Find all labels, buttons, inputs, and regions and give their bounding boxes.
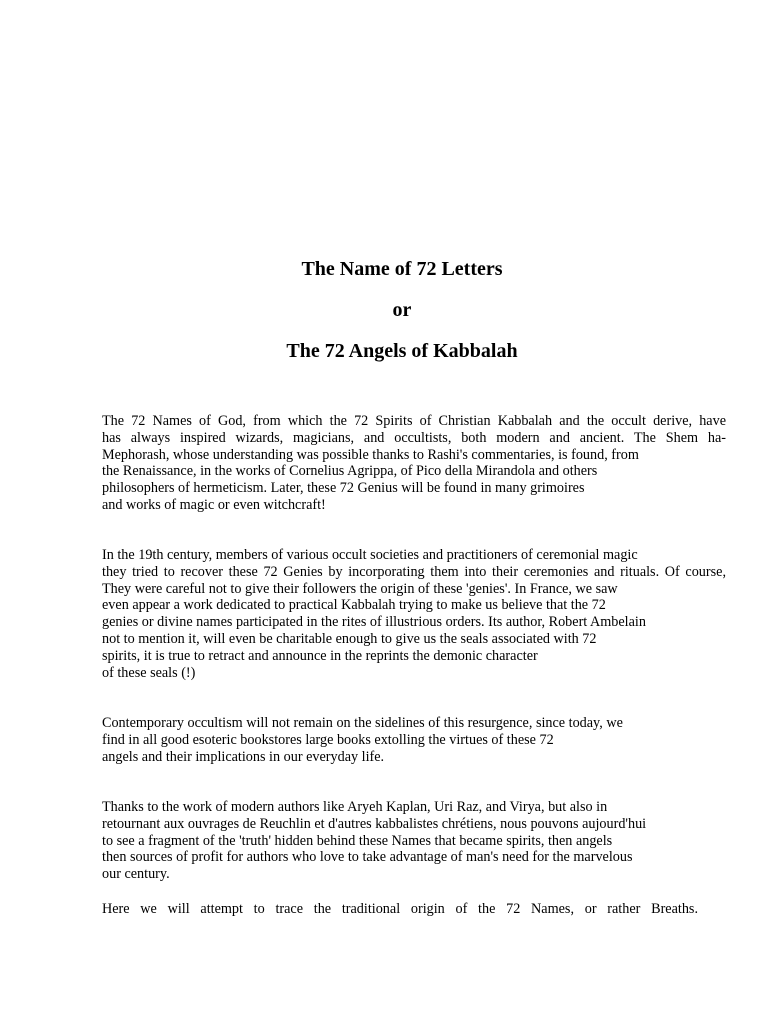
text-line: has always inspired wizards, magicians, and occultists, both modern and ancient. The Shem ha- [102, 429, 726, 446]
text-line: retournant aux ouvrages de Reuchlin et d'autres kabbalistes chrétiens, nous pouvons aujourd'hui [102, 815, 647, 832]
text-line: the Renaissance, in the works of Cornelius Agrippa, of Pico della Mirandola and others [102, 463, 598, 480]
paragraph-5 [102, 901, 698, 918]
text-line: genies or divine names participated in the rites of illustrious orders. Its author, Robert Ambelain [102, 614, 646, 631]
paragraph-4 [102, 799, 726, 883]
text-line: even appear a work dedicated to practical Kabbalah trying to make us believe that the 72 [102, 597, 606, 614]
paragraph-2 [102, 547, 726, 681]
text-line: The 72 Names of God, from which the 72 Spirits of Christian Kabbalah and the occult derive, have [102, 413, 726, 429]
text-line: angels and their implications in our everyday life. [102, 748, 385, 765]
title-line-1: The Name of 72 Letters [301, 258, 503, 280]
text-line: Here we will attempt to trace the traditional origin of the 72 Names, or rather Breaths. [102, 901, 698, 917]
text-line: find in all good esoteric bookstores large books extolling the virtues of these 72 [102, 731, 554, 748]
title-line-2: or [392, 299, 412, 321]
paragraph-3 [102, 715, 726, 765]
text-line: of these seals (!) [102, 664, 196, 681]
text-line: They were careful not to give their followers the origin of these 'genies'. In France, we saw [102, 580, 618, 597]
text-line: spirits, it is true to retract and announce in the reprints the demonic character [102, 647, 538, 664]
text-line: then sources of profit for authors who love to take advantage of man's need for the marvelous [102, 849, 633, 866]
text-line: not to mention it, will even be charitable enough to give us the seals associated with 72 [102, 630, 597, 647]
text-line: our century. [102, 866, 170, 883]
text-line: philosophers of hermeticism. Later, these 72 Genius will be found in many grimoires [102, 480, 585, 497]
text-line: Thanks to the work of modern authors like Aryeh Kaplan, Uri Raz, and Virya, but also in [102, 799, 608, 815]
text-line: Contemporary occultism will not remain on the sidelines of this resurgence, since today, we [102, 715, 623, 731]
text-line: to see a fragment of the 'truth' hidden behind these Names that became spirits, then angels [102, 832, 613, 849]
paragraph-1 [102, 413, 726, 514]
text-line: In the 19th century, members of various occult societies and practitioners of ceremonial magic [102, 547, 638, 563]
text-line: Mephorash, whose understanding was possible thanks to Rashi's commentaries, is found, from [102, 446, 639, 463]
title-line-3: The 72 Angels of Kabbalah [286, 340, 518, 362]
text-line: and works of magic or even witchcraft! [102, 496, 326, 513]
text-line: they tried to recover these 72 Genies by incorporating them into their ceremonies and rituals. Of course, [102, 563, 726, 580]
